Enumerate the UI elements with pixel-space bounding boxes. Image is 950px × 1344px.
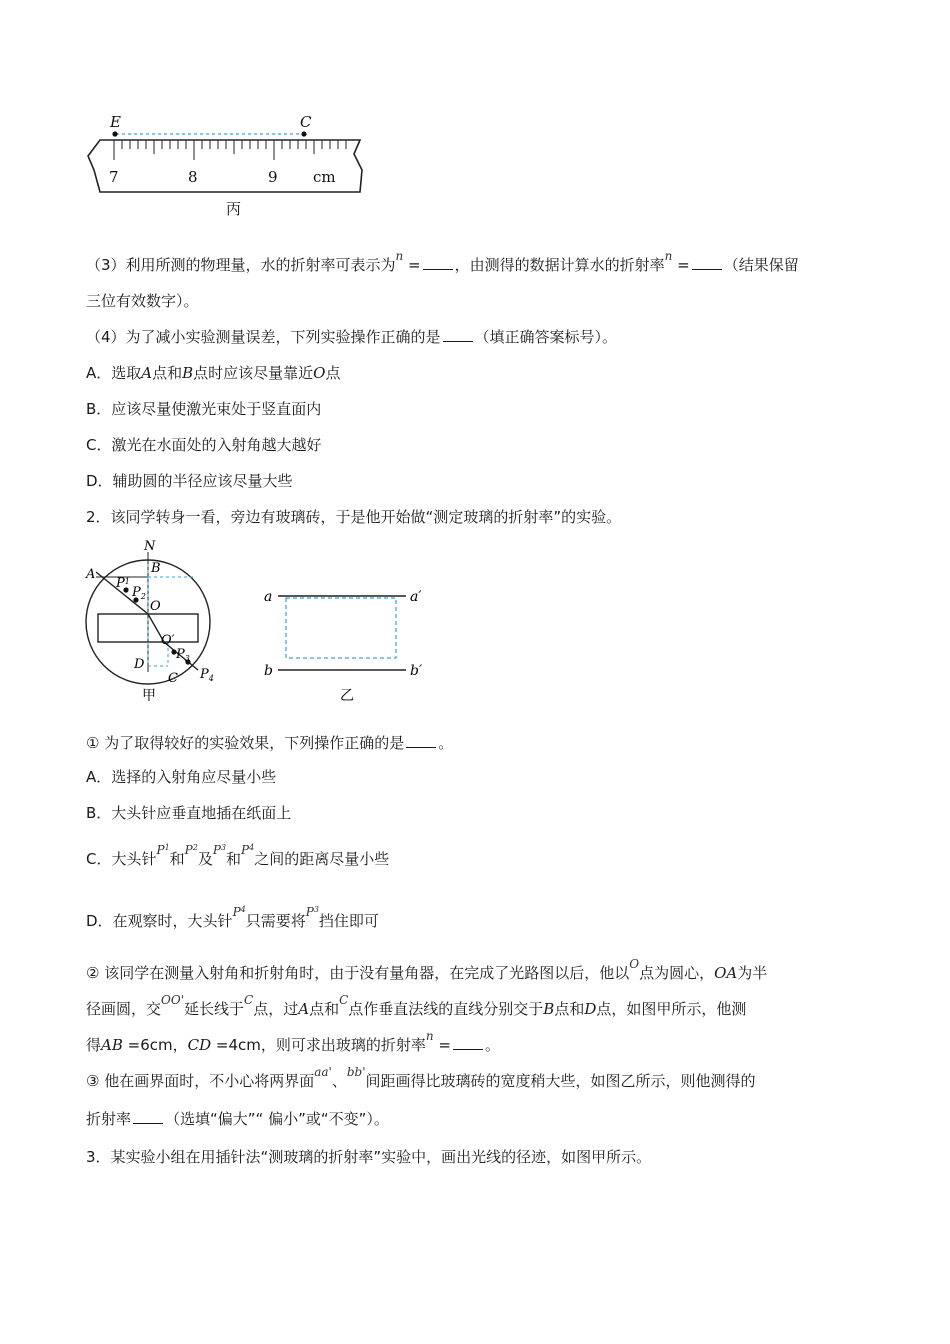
- s3-line-2: 折射率 （选填“偏大”“ 偏小”或“不变”）。: [86, 1110, 389, 1128]
- s1-option-b: B．大头针应垂直地插在纸面上: [86, 804, 292, 822]
- label-a-line: a: [264, 589, 273, 605]
- label-p1: $P^1$: [116, 576, 130, 591]
- label-p2: $P_2$: [132, 585, 146, 601]
- label-c: C: [168, 671, 178, 686]
- label-p3: $P_3$: [176, 647, 190, 663]
- ruler-tick-8: 8: [188, 168, 198, 186]
- label-b-line: b: [264, 663, 273, 679]
- q4-option-c: C．激光在水面处的入射角越大越好: [86, 436, 322, 454]
- s2-line-2: 径画圆，交$^{OO'}$延长线于$^C$点，过A点和$^C$点作垂直法线的直线分别交于B点和D点，如图甲所示，他测: [86, 993, 747, 1018]
- label-a: A: [86, 567, 96, 582]
- s1-option-c: C．大头针$^{P^1}$和$^{P^2}$及$^{P^3}$和$^{P^4}$之间的距离尽量小些: [86, 843, 390, 868]
- ruler-unit: cm: [313, 168, 336, 186]
- q2-stem: 2．该同学转身一看，旁边有玻璃砖，于是他开始做“测定玻璃的折射率”的实验。: [86, 508, 622, 526]
- q4-option-d: D．辅助圆的半径应该尽量大些: [86, 472, 293, 490]
- s1-option-a: A．选择的入射角应尽量小些: [86, 768, 277, 786]
- ruler-figure: [84, 112, 374, 222]
- q4-option-a: A．选取A点和B点时应该尽量靠近O点: [86, 364, 341, 382]
- s2-line-3: 得AB =6cm，CD =4cm，则可求出玻璃的折射率$^n$ = 。: [86, 1029, 501, 1054]
- label-b: B: [151, 561, 161, 576]
- label-a-prime: a′: [410, 589, 422, 605]
- figure-jia: [82, 534, 232, 710]
- s1-option-d: D．在观察时，大头针$^{P^4}$只需要将$^{P^3}$挡住即可: [86, 905, 379, 930]
- label-d: D: [134, 657, 145, 672]
- ruler-label-e: E: [110, 113, 121, 131]
- answer-blank[interactable]: [423, 255, 453, 270]
- s1-stem: ① 为了取得较好的实验效果，下列操作正确的是 。: [86, 734, 454, 752]
- s2-line-1: ② 该同学在测量入射角和折射角时，由于没有量角器，在完成了光路图以后，他以$^O$点为圆心，OA为半: [86, 957, 768, 982]
- q3-next-stem: 3．某实验小组在用插针法“测玻璃的折射率”实验中，画出光线的径迹，如图甲所示。: [86, 1148, 652, 1166]
- q4-stem: （4）为了减小实验测量误差，下列实验操作正确的是 （填正确答案标号）。: [86, 328, 618, 346]
- answer-blank[interactable]: [443, 327, 473, 342]
- figure-yi: [262, 584, 442, 708]
- label-b-prime: b′: [410, 663, 423, 679]
- ruler-tick-9: 9: [268, 168, 278, 186]
- answer-blank[interactable]: [453, 1035, 483, 1050]
- q3-line-2: 三位有效数字）。: [86, 292, 199, 310]
- answer-blank[interactable]: [133, 1109, 163, 1124]
- q3-line-1: （3）利用所测的物理量，水的折射率可表示为$^n$ = ，由测得的数据计算水的折射率$^n$ = （结果保留: [86, 249, 799, 274]
- label-o: O: [150, 599, 161, 614]
- label-n: N: [144, 539, 156, 554]
- answer-blank[interactable]: [692, 255, 722, 270]
- label-p4: $P_4$: [200, 667, 214, 683]
- ruler-caption: 丙: [226, 200, 242, 218]
- ruler-tick-7: 7: [109, 168, 119, 186]
- s3-line-1: ③ 他在画界面时，不小心将两界面$^{aa'}$、$^{bb'}$间距画得比玻璃砖的宽度稍大些，如图乙所示，则他测得的: [86, 1065, 756, 1090]
- answer-blank[interactable]: [406, 733, 436, 748]
- caption-yi: 乙: [340, 688, 354, 704]
- q4-option-b: B．应该尽量使激光束处于竖直面内: [86, 400, 322, 418]
- ruler-label-c: C: [300, 113, 312, 131]
- label-o-prime: O′: [161, 633, 175, 648]
- caption-jia: 甲: [142, 688, 156, 704]
